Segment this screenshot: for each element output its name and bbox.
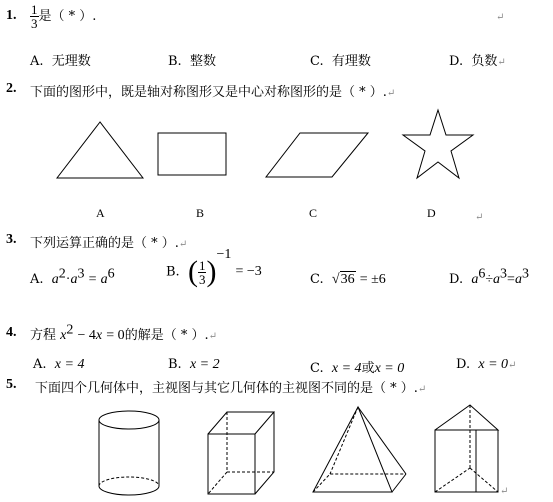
question-3-stem [30,232,187,251]
option-text: 负数 [471,54,498,69]
math-op: = [88,272,97,287]
option-letter: D. [449,54,464,69]
question-4-number: 4. [6,325,17,340]
option-letter: A. [33,357,47,372]
question-2-text: 下面的图形中，既是轴对称图形又是中心对称图形的是（ * ）. [30,85,387,100]
cuboid-icon [205,408,277,498]
q3-option-d [449,266,529,288]
question-5-number: 5. [6,377,17,392]
math-rhs: = ±6 [359,272,386,287]
math-var: a [514,272,522,287]
option-text: 整数 [189,54,216,69]
q3-option-c [310,272,386,288]
math-var: x [60,328,67,343]
option-letter: C. [310,54,324,69]
left-paren: ( [187,255,198,288]
math-var: a [493,272,501,287]
math-exp: 2 [66,322,74,338]
q4-option-c [310,357,404,377]
math-op: · [65,272,71,287]
math-op: ÷ [485,272,494,287]
fraction-numerator: 1 [31,2,38,17]
parallelogram-icon [264,131,370,179]
question-4-text-pre: 方程 [30,328,57,343]
fraction-one-third [30,3,39,30]
math-exp: 3 [77,266,85,282]
math-exp: 3 [521,266,529,282]
math-exp: −1 [216,247,232,262]
figure-label-b: B [196,206,205,220]
question-2-stem [30,81,395,100]
fraction-numerator: 1 [198,257,206,273]
return-mark: ↵ [497,57,506,68]
math-exp: 2 [58,266,66,282]
question-1-number: 1. [6,8,17,23]
option-letter: B. [168,357,182,372]
option-letter: A. [30,54,44,69]
option-letter: D. [449,272,464,287]
option-text: 无理数 [51,54,91,69]
option-letter: D. [456,357,471,372]
option-letter: C. [310,272,324,287]
math-op: = 0 [106,328,125,343]
option-math: x = 0 [478,357,509,372]
option-letter: C. [310,361,324,376]
q3-option-a [30,266,115,288]
question-4-text-post: 的解是（ * ）. [124,328,209,343]
return-mark: ↵ [508,360,517,371]
question-3-text: 下列运算正确的是（ * ）. [30,236,179,251]
q1-option-a [30,50,91,69]
math-op: − 4 [77,328,96,343]
triangle-icon [55,120,145,182]
math-var: x [95,328,103,343]
question-1-stem [30,3,96,30]
q1-option-c [310,50,371,69]
math-var: a [471,272,479,287]
question-5-text: 下面四个几何体中，主视图与其它几何体的主视图不同的是（ * ）. [35,381,418,396]
return-mark: ↵ [386,88,396,99]
question-2-number: 2. [6,81,17,96]
return-mark: ↵ [500,486,509,497]
figure-label-a: A [96,206,105,220]
prism-icon [432,402,504,498]
math-exp: 3 [500,266,508,282]
math-var: a [100,272,108,287]
math-rhs: = −3 [235,264,262,279]
rectangle-icon [156,131,228,177]
pyramid-icon [310,404,410,498]
math-var: a [51,272,59,287]
cylinder-icon [96,408,162,498]
sqrt-radicand: 36 [340,272,355,287]
option-math: x = 0 [374,361,405,376]
fraction-denominator: 3 [198,271,206,287]
q3-option-b [166,247,262,288]
question-4-stem [30,324,217,344]
option-math: x = 4 [331,361,362,376]
right-paren: ) [206,255,217,288]
return-mark: ↵ [475,212,484,223]
return-mark: ↵ [178,239,188,250]
option-or: 或 [361,361,375,376]
q1-option-d [449,50,506,69]
option-math: x = 2 [189,357,220,372]
figure-label-d: D [427,206,436,220]
return-mark: ↵ [496,12,505,23]
option-math: x = 4 [54,357,85,372]
fraction-denominator: 3 [31,16,38,31]
q1-option-b [168,50,216,69]
q4-option-a [33,357,84,373]
sqrt-icon: √ [331,272,340,287]
math-var: a [70,272,78,287]
star-icon [400,108,476,182]
math-exp: 6 [478,266,486,282]
question-1-text: 是（ * ）. [38,9,97,24]
option-text: 有理数 [331,54,371,69]
option-letter: A. [30,272,44,287]
question-5-stem [35,377,426,396]
math-op: = [507,272,515,287]
return-mark: ↵ [208,331,217,342]
question-3-number: 3. [6,232,17,247]
option-letter: B. [168,54,182,69]
return-mark: ↵ [417,384,427,395]
math-exp: 6 [107,266,115,282]
figure-label-c: C [309,206,318,220]
q4-option-b [168,357,220,373]
q4-option-d [456,357,516,373]
option-letter: B. [166,264,180,280]
